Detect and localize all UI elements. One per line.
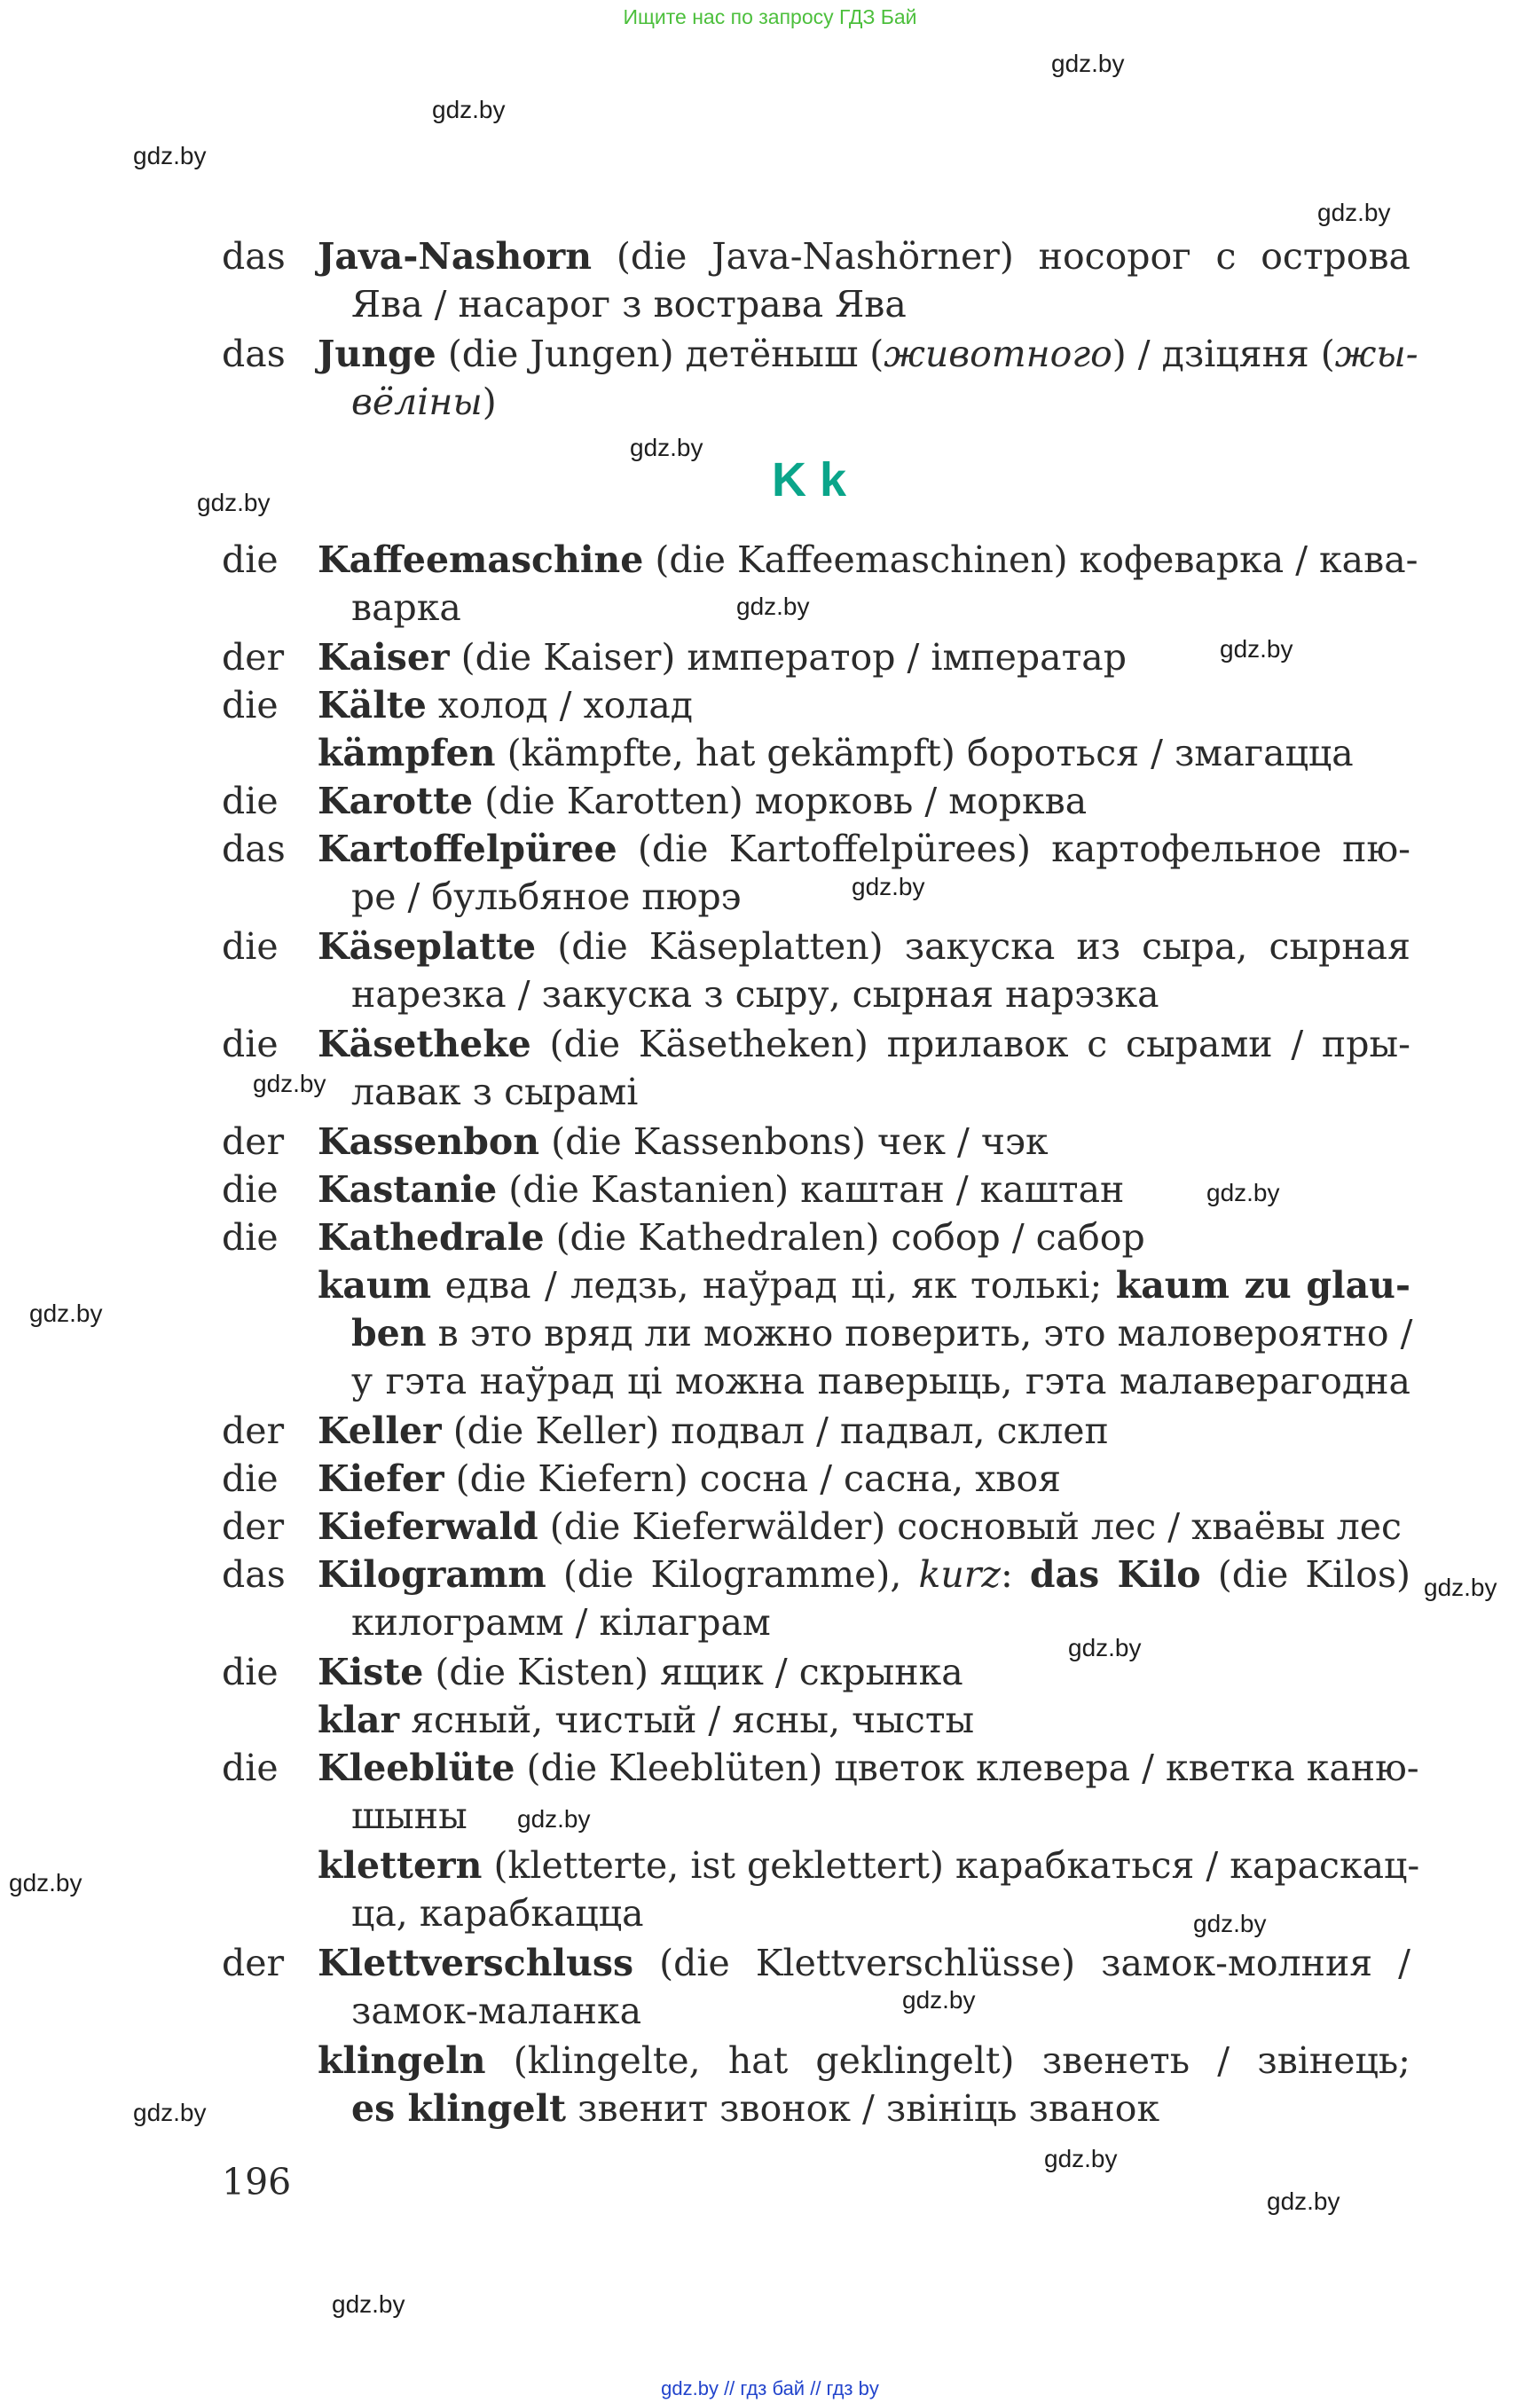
- translation-text: (die Kastanien) каштан / каштан: [497, 1168, 1125, 1211]
- translation-text: (kletterte, ist geklettert) карабкаться / караскац-: [482, 1844, 1420, 1887]
- watermark: gdz.by: [1044, 2145, 1118, 2172]
- entry-headline: [318, 536, 1418, 584]
- entry-text: [318, 1118, 1410, 1166]
- entry-text: [318, 633, 1410, 681]
- watermark: gdz.by: [1220, 635, 1293, 663]
- headword: Kiefer: [318, 1457, 444, 1500]
- headword: Käseplatte: [318, 925, 537, 968]
- entry-headline: [318, 1166, 1410, 1213]
- entry-headline: [318, 2037, 1410, 2085]
- entry-article: der: [222, 1410, 285, 1452]
- entry-article: die: [222, 1168, 279, 1211]
- entry-headline: [318, 923, 1410, 970]
- translation-text: (die Kartoffelpürees) картофельное пю-: [617, 828, 1410, 870]
- headword: Junge: [318, 333, 436, 375]
- entry-text: [318, 1939, 1410, 2035]
- entry-continuation: [318, 1598, 1410, 1646]
- entry-headline: [318, 633, 1410, 681]
- watermark: gdz.by: [1051, 50, 1125, 77]
- translation-text: (die Käsetheken) прилавок с сырами / пры-: [530, 1023, 1410, 1065]
- watermark: gdz.by: [133, 2099, 207, 2126]
- entry-headline: [318, 1213, 1410, 1261]
- entry-article: die: [222, 538, 279, 581]
- translation-text: Ява / насарог з вострава Ява: [351, 283, 907, 326]
- entry-continuation: [318, 1987, 1410, 2035]
- entry-text: [318, 1455, 1410, 1503]
- watermark: gdz.by: [517, 1805, 591, 1833]
- entry-text: [318, 330, 1418, 426]
- entry-article: die: [222, 1023, 279, 1065]
- top-banner: Ищите нас по запросу ГДЗ Бай: [623, 5, 917, 28]
- headword: klingeln: [318, 2039, 486, 2082]
- entry-text: [318, 1213, 1410, 1261]
- translation-text: (die Karotten) морковь / морква: [473, 780, 1088, 822]
- entry-headline: [318, 1455, 1410, 1503]
- translation-text: (die Kathedralen) собор / сабор: [544, 1216, 1145, 1259]
- translation-text: едва / ледзь, наўрад ці, як толькі;: [431, 1264, 1116, 1307]
- entry-continuation: [318, 970, 1410, 1018]
- entry-text: [318, 1842, 1420, 1937]
- entry-continuation: [318, 1357, 1410, 1405]
- entry-headline: [318, 232, 1410, 280]
- watermark: gdz.by: [197, 489, 271, 516]
- entry-continuation: [318, 1792, 1410, 1840]
- entry-headline: [318, 1939, 1410, 1987]
- entry-article: der: [222, 636, 285, 679]
- translation-text: килограмм / кілаграм: [351, 1601, 771, 1644]
- entry-text: [318, 1503, 1410, 1551]
- translation-text: шыны: [351, 1794, 468, 1837]
- headword: ben: [351, 1312, 427, 1355]
- translation-text: звенит звонок / звініць званок: [566, 2087, 1160, 2130]
- entry-headline: [318, 777, 1410, 825]
- entry-headline: [318, 1261, 1410, 1309]
- entry-text: [318, 1261, 1413, 1405]
- entry-article: das: [222, 235, 286, 278]
- translation-text: варка: [351, 586, 461, 629]
- entry-headline: [318, 1020, 1410, 1068]
- watermark: gdz.by: [1267, 2187, 1340, 2215]
- translation-text: (die Käseplatten) закуска из сыра, сырная: [536, 925, 1410, 968]
- headword: Kaffeemaschine: [318, 538, 644, 581]
- footer-links: gdz.by // гдз бай // гдз by: [661, 2377, 879, 2399]
- entry-article: das: [222, 828, 286, 870]
- headword: Java-Nashorn: [318, 235, 593, 278]
- watermark: gdz.by: [133, 142, 207, 169]
- headword: Kaiser: [318, 636, 450, 679]
- watermark: gdz.by: [1317, 199, 1391, 226]
- headword: Kastanie: [318, 1168, 498, 1211]
- headword: Kleeblüte: [318, 1747, 515, 1789]
- watermark: gdz.by: [1193, 1910, 1267, 1937]
- headword: es klingelt: [351, 2087, 567, 2130]
- entry-text: [318, 1696, 1410, 1744]
- entry-article: das: [222, 1553, 286, 1596]
- entry-continuation: [318, 1309, 1413, 1357]
- headword: das Kilo: [1029, 1553, 1201, 1596]
- entry-text: [318, 825, 1410, 921]
- translation-text: (die Kilos): [1200, 1553, 1410, 1596]
- entry-headline: [318, 1648, 1410, 1696]
- entry-text: [318, 1166, 1410, 1213]
- translation-text: замок-маланка: [351, 1990, 642, 2032]
- headword: klettern: [318, 1844, 483, 1887]
- translation-text: холод / холад: [426, 684, 694, 726]
- translation-text: :: [1000, 1553, 1030, 1596]
- italic-note: вёлiны: [351, 381, 483, 423]
- entry-text: [318, 1744, 1419, 1840]
- entry-continuation: [318, 2085, 1410, 2132]
- translation-text: (die Java-Nashörner) носорог с острова: [592, 235, 1410, 278]
- entry-continuation: [318, 1068, 1410, 1116]
- translation-text: ) / дзіцяня (: [1112, 333, 1335, 375]
- entry-article: die: [222, 1747, 279, 1789]
- entry-continuation: [318, 584, 1410, 632]
- entry-continuation: [318, 873, 1410, 921]
- entry-article: die: [222, 1651, 279, 1693]
- translation-text: ясный, чистый / ясны, чысты: [399, 1699, 975, 1741]
- translation-text: нарезка / закуска з сыру, сырная нарэзка: [351, 973, 1159, 1016]
- entry-text: [318, 232, 1410, 328]
- watermark: gdz.by: [852, 873, 925, 900]
- translation-text: (die Kilogramme),: [546, 1553, 919, 1596]
- watermark: gdz.by: [1068, 1634, 1142, 1661]
- entry-text: [318, 1551, 1410, 1646]
- translation-text: ца, карабкацца: [351, 1892, 644, 1935]
- headword: Kartoffelpüree: [318, 828, 617, 870]
- watermark: gdz.by: [432, 96, 506, 123]
- headword: klar: [318, 1699, 400, 1741]
- section-heading: K k: [772, 453, 847, 507]
- entry-article: die: [222, 925, 279, 968]
- entry-article: das: [222, 333, 286, 375]
- entry-text: [318, 1407, 1410, 1455]
- entry-text: [318, 923, 1410, 1018]
- headword: Kathedrale: [318, 1216, 545, 1259]
- entry-headline: [318, 1407, 1410, 1455]
- entry-headline: [318, 1118, 1410, 1166]
- entry-text: [318, 1648, 1410, 1696]
- entry-headline: [318, 729, 1410, 777]
- translation-text: (klingelte, hat geklingelt) звенеть / звінець;: [485, 2039, 1410, 2082]
- entry-article: der: [222, 1505, 285, 1548]
- translation-text: ре / бульбяное пюрэ: [351, 876, 742, 918]
- entry-headline: [318, 1503, 1410, 1551]
- translation-text: (die Jungen) детёныш (: [436, 333, 884, 375]
- headword: Kassenbon: [318, 1120, 540, 1163]
- watermark: gdz.by: [332, 2290, 405, 2318]
- entry-text: [318, 1020, 1410, 1116]
- watermark: gdz.by: [29, 1300, 103, 1327]
- watermark: gdz.by: [1206, 1179, 1280, 1206]
- watermark: gdz.by: [9, 1869, 82, 1896]
- headword: kaum: [318, 1264, 432, 1307]
- translation-text: в это вряд ли можно поверить, это маловероятно /: [426, 1312, 1413, 1355]
- translation-text: (die Kieferwälder) сосновый лес / хваёвы лес: [538, 1505, 1402, 1548]
- entry-article: die: [222, 780, 279, 822]
- headword: Kälte: [318, 684, 427, 726]
- entry-text: [318, 536, 1418, 632]
- headword: kämpfen: [318, 732, 496, 774]
- entry-text: [318, 777, 1410, 825]
- entry-text: [318, 729, 1410, 777]
- translation-text: (die Kaiser) император / імператар: [449, 636, 1127, 679]
- headword: Keller: [318, 1410, 442, 1452]
- watermark: gdz.by: [736, 593, 810, 620]
- italic-note: жы-: [1334, 333, 1418, 375]
- translation-text: (die Kaffeemaschinen) кофеварка / кава-: [643, 538, 1418, 581]
- entry-continuation: [318, 378, 1410, 426]
- entry-headline: [318, 1842, 1420, 1889]
- entry-continuation: [318, 1889, 1410, 1937]
- translation-text: (die Klettverschlüsse) замок-молния /: [633, 1942, 1410, 1984]
- headword: Klettverschluss: [318, 1942, 634, 1984]
- entry-headline: [318, 1744, 1419, 1792]
- entry-continuation: [318, 280, 1410, 328]
- italic-note: kurz: [918, 1553, 1001, 1596]
- translation-text: (die Kassenbons) чек / чэк: [539, 1120, 1049, 1163]
- entry-headline: [318, 330, 1418, 378]
- watermark: gdz.by: [1424, 1574, 1497, 1601]
- watermark: gdz.by: [630, 434, 703, 461]
- headword: kaum zu glau-: [1115, 1264, 1410, 1307]
- entry-headline: [318, 681, 1410, 729]
- watermark: gdz.by: [902, 1986, 976, 2014]
- translation-text: (die Kiefern) сосна / сасна, хвоя: [444, 1457, 1062, 1500]
- headword: Kiste: [318, 1651, 424, 1693]
- entry-text: [318, 681, 1410, 729]
- entry-article: die: [222, 1457, 279, 1500]
- entry-headline: [318, 1696, 1410, 1744]
- italic-note: животного: [884, 333, 1112, 375]
- translation-text: (kämpfte, hat gekämpft) бороться / змагацца: [495, 732, 1354, 774]
- headword: Kieferwald: [318, 1505, 538, 1548]
- entry-headline: [318, 825, 1410, 873]
- translation-text: лавак з сырамі: [351, 1071, 639, 1113]
- entry-article: die: [222, 1216, 279, 1259]
- entry-article: der: [222, 1120, 285, 1163]
- entry-article: der: [222, 1942, 285, 1984]
- entry-text: [318, 2037, 1410, 2132]
- entry-headline: [318, 1551, 1410, 1598]
- headword: Kilogramm: [318, 1553, 546, 1596]
- headword: Karotte: [318, 780, 474, 822]
- headword: Käsetheke: [318, 1023, 531, 1065]
- translation-text: (die Keller) подвал / падвал, склеп: [441, 1410, 1109, 1452]
- translation-text: у гэта наўрад ці можна паверыць, гэта малаверагодна: [351, 1360, 1410, 1402]
- watermark: gdz.by: [253, 1070, 326, 1097]
- translation-text: (die Kisten) ящик / скрынка: [423, 1651, 963, 1693]
- translation-text: (die Kleeblüten) цветок клевера / кветка каню-: [515, 1747, 1419, 1789]
- entry-article: die: [222, 684, 279, 726]
- translation-text: ): [482, 381, 497, 423]
- page-number: 196: [222, 2161, 292, 2203]
